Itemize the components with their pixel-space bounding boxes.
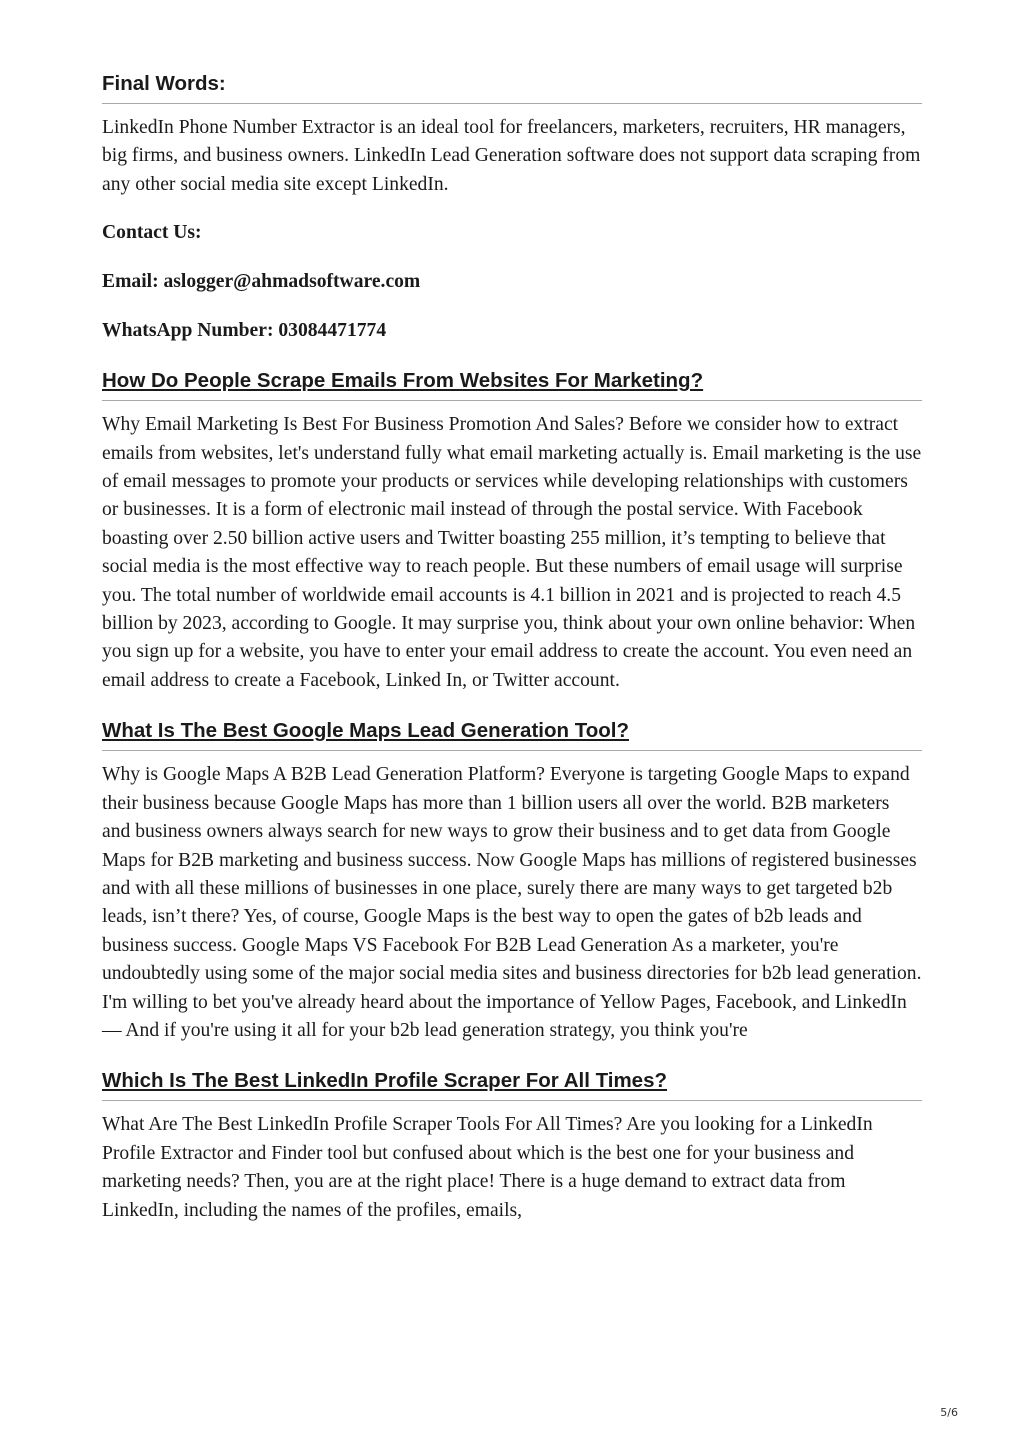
contact-section [102,219,922,345]
article-section [102,717,922,1045]
contact-email[interactable]: Email: aslogger@ahmadsoftware.com [102,271,421,293]
final-words-body: LinkedIn Phone Number Extractor is an ideal tool for freelancers, marketers, recruiters, HR managers, big firms, and business owners. LinkedIn Lead Generation software does not support data scraping from any other social media site except LinkedIn. [102,117,921,195]
article-title [102,717,922,751]
contact-heading: Contact Us: [102,222,202,244]
article-body: Why is Google Maps A B2B Lead Generation Platform? Everyone is targeting Google Maps to expand their business because Google Maps has more than 1 billion users all over the world. B2B marketers and business owners always search for new ways to grow their business and to get data from Google Maps for B2B marketing and business success. Now Google Maps has millions of registered businesses and with all these millions of businesses in one place, surely there are many ways to get targeted b2b leads, isn’t there? Yes, of course, Google Maps is the best way to open the gates of b2b leads and business success. Google Maps VS Facebook For B2B Lead Generation As a marketer, you're undoubtedly using some of the major social media sites and business directories for b2b lead generation. I'm willing to bet you've already heard about the importance of Yellow Pages, Facebook, and LinkedIn — And if you're using it all for your b2b lead generation strategy, you think you're [102,764,922,1041]
article-body: Why Email Marketing Is Best For Business Promotion And Sales? Before we consider how to extract emails from websites, let's understand fully what email marketing actually is. Email marketing is the use of email messages to promote your products or services while developing relationships with customers or businesses. It is a form of electronic mail instead of through the postal service. With Facebook boasting over 2.50 billion active users and Twitter boasting 255 million, it’s tempting to believe that social media is the most effective way to reach people. But these numbers of email usage will surprise you. The total number of worldwide email accounts is 4.1 billion in 2021 and is projected to reach 4.5 billion by 2023, according to Google. It may surprise you, think about your own online behavior: When you sign up for a website, you have to enter your email address to create the account. You even need an email address to create a Facebook, Linked In, or Twitter account. [102,414,922,691]
final-words-heading: Final Words: [102,70,922,104]
article-section [102,367,922,695]
contact-whatsapp: WhatsApp Number: 03084471774 [102,320,387,342]
article-body: What Are The Best LinkedIn Profile Scraper Tools For All Times? Are you looking for a LinkedIn Profile Extractor and Finder tool but confused about which is the best one for your business and marketing needs? Then, you are at the right place! There is a huge demand to extract data from LinkedIn, including the names of the profiles, emails, [102,1114,873,1221]
article-title-link[interactable]: How Do People Scrape Emails From Websites For Marketing? [102,369,704,393]
article-title-link[interactable]: Which Is The Best LinkedIn Profile Scraper For All Times? [102,1069,668,1093]
article-title [102,1067,922,1101]
page-number: 5/6 [940,1406,958,1419]
final-words-section [102,70,922,199]
article-section [102,1067,922,1225]
document-page [102,70,922,1225]
article-title-link[interactable]: What Is The Best Google Maps Lead Generation Tool? [102,719,629,743]
article-title [102,367,922,401]
